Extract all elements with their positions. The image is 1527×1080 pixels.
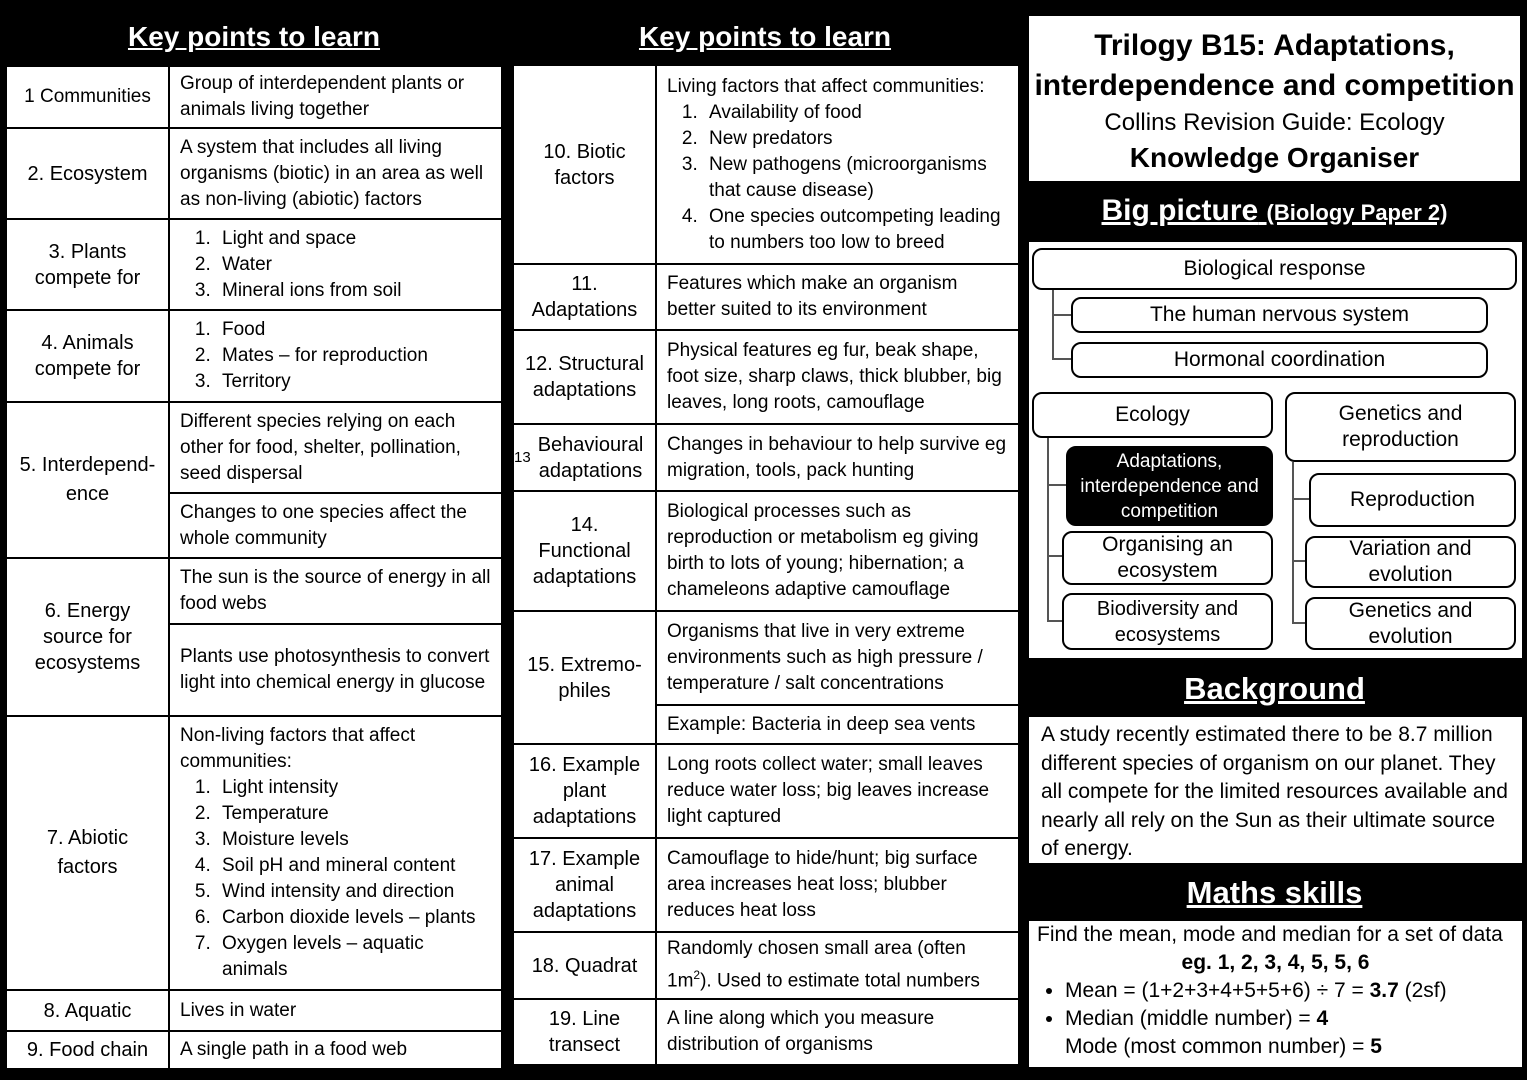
table-row [6,716,502,990]
node-organising-ecosystem: Organising an ecosystem [1062,531,1273,585]
term: 2. Ecosystem [6,128,169,219]
mean-label: Mean = (1+2+3+4+5+5+6) ÷ 7 = [1065,979,1370,1002]
page-title-line1: Trilogy B15: Adaptations, [1094,29,1455,62]
connector [1292,462,1294,624]
term: 19. Line transect [513,999,656,1065]
list-item: 2. Mates – for reproduction [216,343,491,369]
subtitle: Collins Revision Guide: Ecology [1104,109,1445,136]
table-row [513,491,1019,611]
definition [169,219,502,310]
connector [1052,314,1072,316]
term: 1 Communities [6,66,169,128]
term: 5. Interdepend-ence [6,402,169,558]
term: 11. Adaptations [513,264,656,330]
middle-key-points-table [512,64,1020,1066]
list-item: 6. Carbon dioxide levels – plants [216,905,491,931]
connector [1047,436,1049,620]
table-row [6,558,502,624]
definition: Different species relying on each other for food, shelter, pollination, seed dispersal [169,402,502,493]
list-intro: Living factors that affect communities: [667,75,985,97]
row-13-number: 13 [514,449,531,466]
table-row [513,932,1019,999]
big-picture-title: Big picture [1101,194,1259,227]
definition: Lives in water [169,990,502,1031]
table-row [6,1031,502,1069]
list-item: 4. One species outcompeting leading to numbers too low to breed [703,204,1008,256]
median-label: Median (middle number) = [1065,1007,1317,1030]
definition: Changes to one species affect the whole community [169,493,502,558]
quadrat-desc-sup: 2 [693,968,701,983]
definition: Group of interdependent plants or animals living together [169,66,502,128]
table-row [513,744,1019,838]
definition: The sun is the source of energy in all food webs [169,558,502,624]
list-item: 1. Availability of food [703,100,1008,126]
table-row [6,310,502,402]
table-row [513,330,1019,424]
term: 8. Aquatic [6,990,169,1031]
table-row [513,611,1019,705]
list-item: 3. Moisture levels [216,827,491,853]
term: 7. Abiotic factors [6,716,169,990]
table-row [513,999,1019,1065]
node-adaptations-current-topic: Adaptations, interdependence and competition [1066,446,1273,526]
term: 10. Biotic factors [513,65,656,264]
quadrat-desc-a: Randomly chosen small area (often 1m [667,938,966,992]
list-item: 4. Soil pH and mineral content [216,853,491,879]
left-key-points-table [5,65,503,1070]
definition: Biological processes such as reproduction or metabolism eg giving birth to lots of young; hibernation; a chameleons adaptive camouflage [656,491,1019,611]
maths-heading: Maths skills [1186,875,1363,910]
definition: Camouflage to hide/hunt; big surface area increases heat loss; blubber reduces heat loss [656,838,1019,932]
term: 6. Energy source for ecosystems [6,558,169,716]
table-row [6,402,502,493]
definition: A system that includes all living organisms (biotic) in an area as well as non-living (abiotic) factors [169,128,502,219]
term: 15. Extremo-philes [513,611,656,744]
definition [169,310,502,402]
table-row [513,264,1019,330]
node-genetics-reproduction: Genetics and reproduction [1285,392,1516,462]
term: 18. Quadrat [513,932,656,999]
connector [1292,560,1306,562]
node-hormonal-coordination: Hormonal coordination [1071,342,1488,378]
node-genetics-evolution: Genetics and evolution [1305,597,1516,650]
table-row [6,128,502,219]
list-item: 2. Temperature [216,801,491,827]
connector [1047,484,1067,486]
term: 14. Functional adaptations [513,491,656,611]
mean-note: (2sf) [1398,979,1447,1002]
node-human-nervous-system: The human nervous system [1071,297,1488,333]
connector [1292,622,1306,624]
table-row [6,219,502,310]
definition: Long roots collect water; small leaves reduce water loss; big leaves increase light captured [656,744,1019,838]
table-row [513,65,1019,264]
middle-heading: Key points to learn [638,21,892,52]
list-item: 1. Light intensity [216,775,491,801]
list-item: 3. Mineral ions from soil [216,278,491,304]
page-title-line2: interdependence and competition [1034,69,1515,102]
organiser-label: Knowledge Organiser [1129,142,1420,173]
list-item: 2. New predators [703,126,1008,152]
table-row [513,424,1019,491]
table-row [513,838,1019,932]
big-picture-diagram [1029,242,1522,658]
background-heading: Background [1184,671,1365,706]
definition [656,65,1019,264]
connector [1292,498,1310,500]
definition [656,932,1019,999]
maths-example: eg. 1, 2, 3, 4, 5, 5, 6 [1181,951,1370,974]
definition: A single path in a food web [169,1031,502,1069]
table-row [6,990,502,1031]
node-biodiversity: Biodiversity and ecosystems [1062,593,1273,650]
term: 12. Structural adaptations [513,330,656,424]
definition: Organisms that live in very extreme environments such as high pressure / temperature / salt concentrations [656,611,1019,705]
definition: Features which make an organism better suited to its environment [656,264,1019,330]
node-biological-response: Biological response [1032,248,1517,290]
median-item [1065,1005,1514,1033]
list-item: 1. Food [216,317,491,343]
connector [1052,358,1072,360]
list-item: 3. Territory [216,369,491,395]
connector [1052,290,1054,358]
big-picture-subtitle: (Biology Paper 2) [1266,200,1448,225]
connector [1047,620,1063,622]
big-picture-heading [1029,194,1520,230]
list-item: 1. Light and space [216,226,491,252]
quadrat-desc-b: ). Used to estimate total numbers [700,970,980,992]
maths-intro: Find the mean, mode and median for a set of data [1037,923,1503,946]
definition: Plants use photosynthesis to convert light into chemical energy in glucose [169,624,502,716]
list-item: 7. Oxygen levels – aquatic animals [216,931,491,983]
left-heading: Key points to learn [127,21,381,52]
connector [1047,555,1063,557]
node-ecology: Ecology [1032,392,1273,438]
term: 4. Animals compete for [6,310,169,402]
definition: A line along which you measure distribution of organisms [656,999,1019,1065]
definition: Example: Bacteria in deep sea vents [656,705,1019,744]
background-text: A study recently estimated there to be 8.7 million different species of organism on our planet. They all compete for the limited resources available and nearly all rely on the Sun as their ultimate source of energy. [1029,717,1522,863]
maths-box [1029,921,1522,1067]
term: Behavioural adaptations [513,424,656,491]
mode-value: 5 [1370,1035,1382,1058]
definition: Physical features eg fur, beak shape, foot size, sharp claws, thick blubber, big leaves, long roots, camouflage [656,330,1019,424]
table-row [6,66,502,128]
mean-item [1065,977,1514,1005]
term: 9. Food chain [6,1031,169,1069]
mean-value: 3.7 [1369,979,1399,1002]
list-item: 5. Wind intensity and direction [216,879,491,905]
mode-label: Mode (most common number) = [1065,1035,1371,1058]
node-reproduction: Reproduction [1309,473,1516,527]
definition [169,716,502,990]
mode-item [1065,1033,1514,1061]
term: 17. Example animal adaptations [513,838,656,932]
definition: Changes in behaviour to help survive eg migration, tools, pack hunting [656,424,1019,491]
term: 3. Plants compete for [6,219,169,310]
list-intro: Non-living factors that affect communities: [180,725,416,772]
term: 16. Example plant adaptations [513,744,656,838]
node-variation-evolution: Variation and evolution [1305,536,1516,588]
median-value: 4 [1316,1007,1329,1030]
list-item: 3. New pathogens (microorganisms that cause disease) [703,152,1008,204]
title-box [1029,16,1520,181]
list-item: 2. Water [216,252,491,278]
